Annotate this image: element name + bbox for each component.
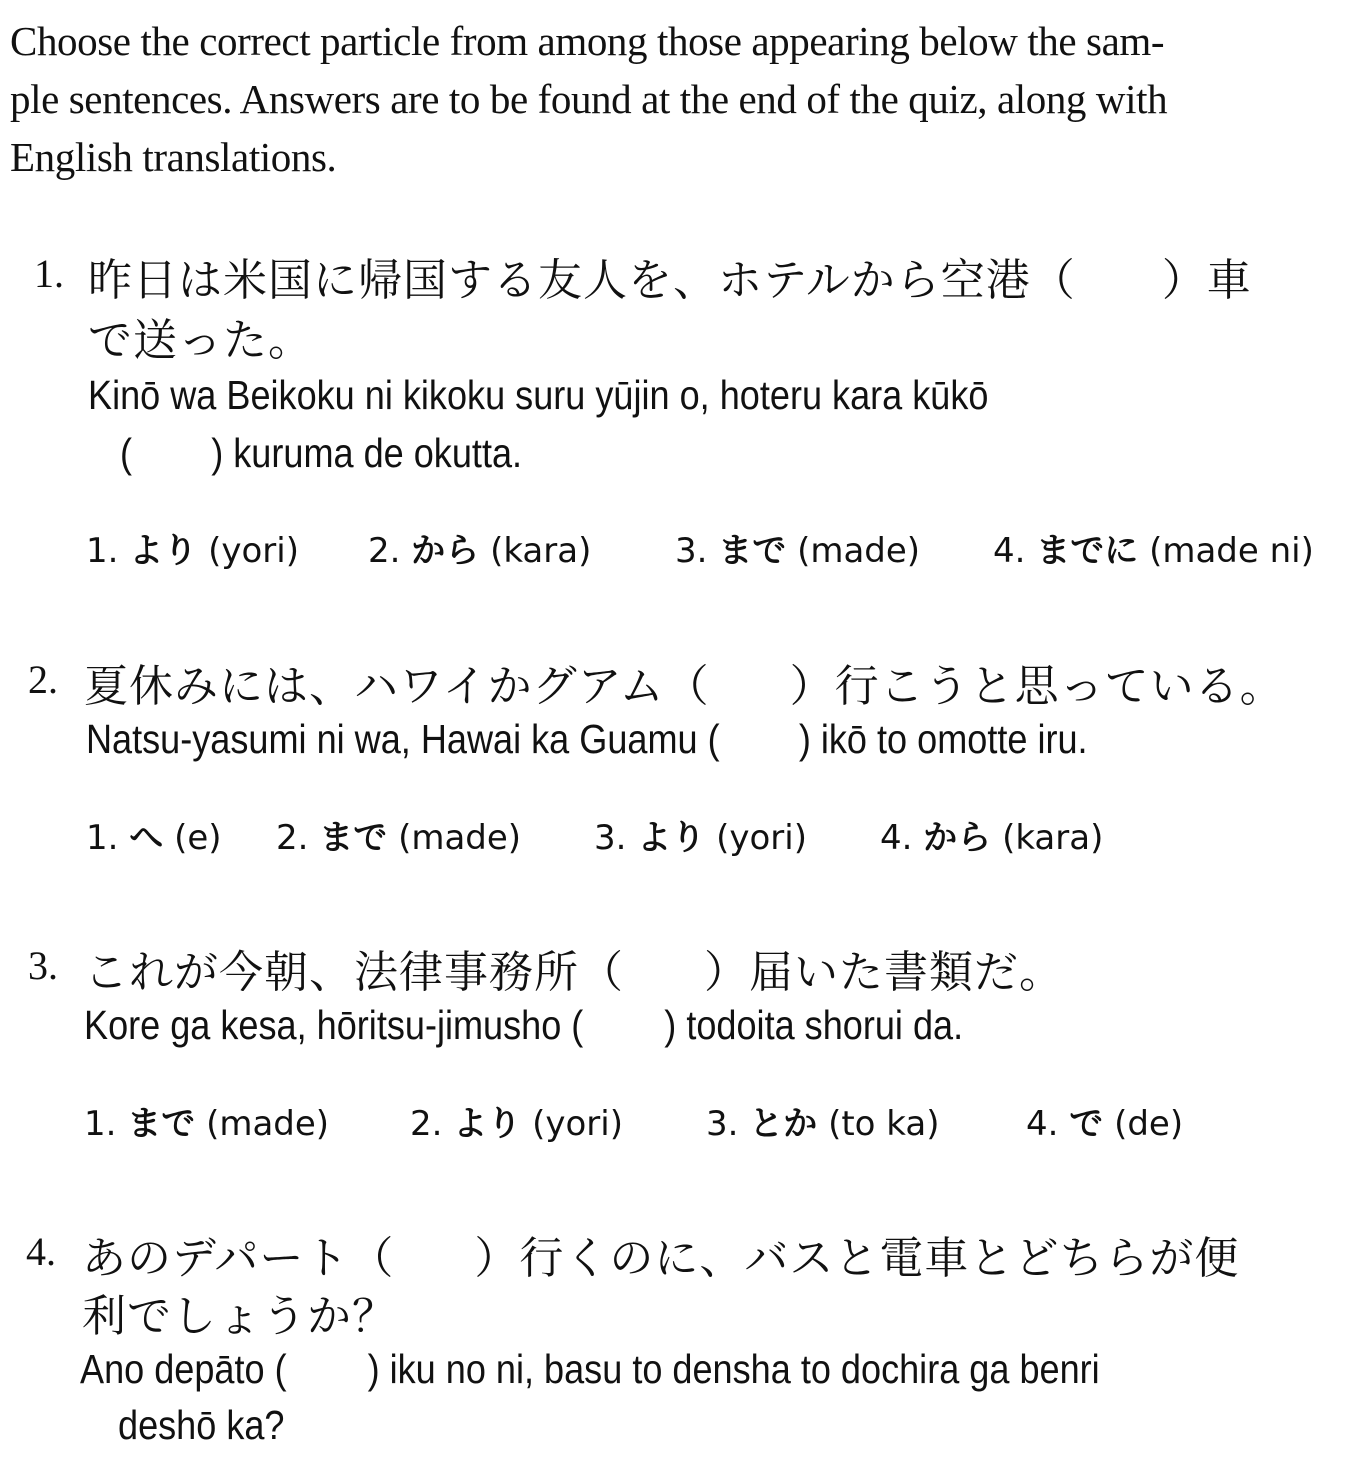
option-1[interactable]: 1. より (yori) [86,531,299,571]
japanese-text: これが今朝、法律事務所（ [84,947,624,998]
instructions-paragraph [10,12,1355,186]
japanese-text: あのデパート（ [82,1233,395,1284]
japanese-text: ）届いた書類だ。 [704,947,1064,998]
japanese-text: ）行くのに、バスと電車とどちらが便 [474,1233,1240,1284]
romaji-text: ) iku no ni, basu to densha to dochira ga benri [367,1346,1100,1392]
romaji-sentence: Kinō wa Beikoku ni kikoku suru yūjin o, hoteru kara kūkō [88,372,989,418]
japanese-text: ）行こうと思っている。 [789,661,1285,712]
japanese-sentence [82,1222,1239,1286]
option-4[interactable]: 4. までに (made ni) [993,531,1314,571]
question-number: 1. [34,251,64,296]
romaji-text: ) kuruma de okutta. [211,430,523,476]
answer-options [0,810,1368,856]
japanese-sentence-cont: 利でしょうか？ [82,1291,397,1342]
question-number: 4. [26,1229,56,1274]
option-2[interactable]: 2. より (yori) [410,1104,623,1144]
option-3[interactable]: 3. とか (to ka) [706,1104,940,1144]
answer-options [0,523,1368,569]
option-1[interactable]: 1. まで (made) [84,1104,330,1144]
romaji-text: ( [120,430,133,476]
answer-options [0,1096,1368,1142]
romaji-sentence [84,1002,963,1049]
japanese-text: 夏休みには、ハワイかグアム（ [84,661,710,712]
japanese-sentence-cont: で送った。 [88,315,313,366]
japanese-sentence [88,244,1252,308]
option-3[interactable]: 3. まで (made) [675,531,921,571]
question-number: 3. [28,943,58,988]
romaji-text: ) todoita shorui da. [664,1002,964,1048]
option-4[interactable]: 4. で (de) [1026,1104,1184,1144]
option-2[interactable]: 2. から (kara) [368,531,592,571]
option-1[interactable]: 1. へ (e) [86,818,222,858]
romaji-text: Natsu-yasumi ni wa, Hawai ka Guamu ( [86,716,720,762]
option-2[interactable]: 2. まで (made) [276,818,522,858]
romaji-text: Kore ga kesa, hōritsu-jimusho ( [84,1002,584,1048]
question-number: 2. [28,657,58,702]
option-4[interactable]: 4. から (kara) [880,818,1104,858]
japanese-sentence [84,936,1064,1000]
japanese-text: 昨日は米国に帰国する友人を、ホテルから空港（ [88,255,1076,306]
romaji-sentence [80,1346,1100,1393]
romaji-sentence-cont: deshō ka? [118,1402,285,1448]
instructions-line: Choose the correct particle from among those appearing below the sam- [10,18,1165,64]
option-3[interactable]: 3. より (yori) [594,818,807,858]
instructions-line: English translations. [10,134,337,180]
japanese-sentence [84,650,1285,714]
romaji-text: Ano depāto ( [80,1346,287,1392]
romaji-sentence [86,716,1088,763]
romaji-sentence-cont [120,430,522,477]
instructions-line: ple sentences. Answers are to be found at the end of the quiz, along with [10,76,1168,122]
romaji-text: ) ikō to omotte iru. [798,716,1088,762]
japanese-text: ）車 [1161,255,1252,306]
